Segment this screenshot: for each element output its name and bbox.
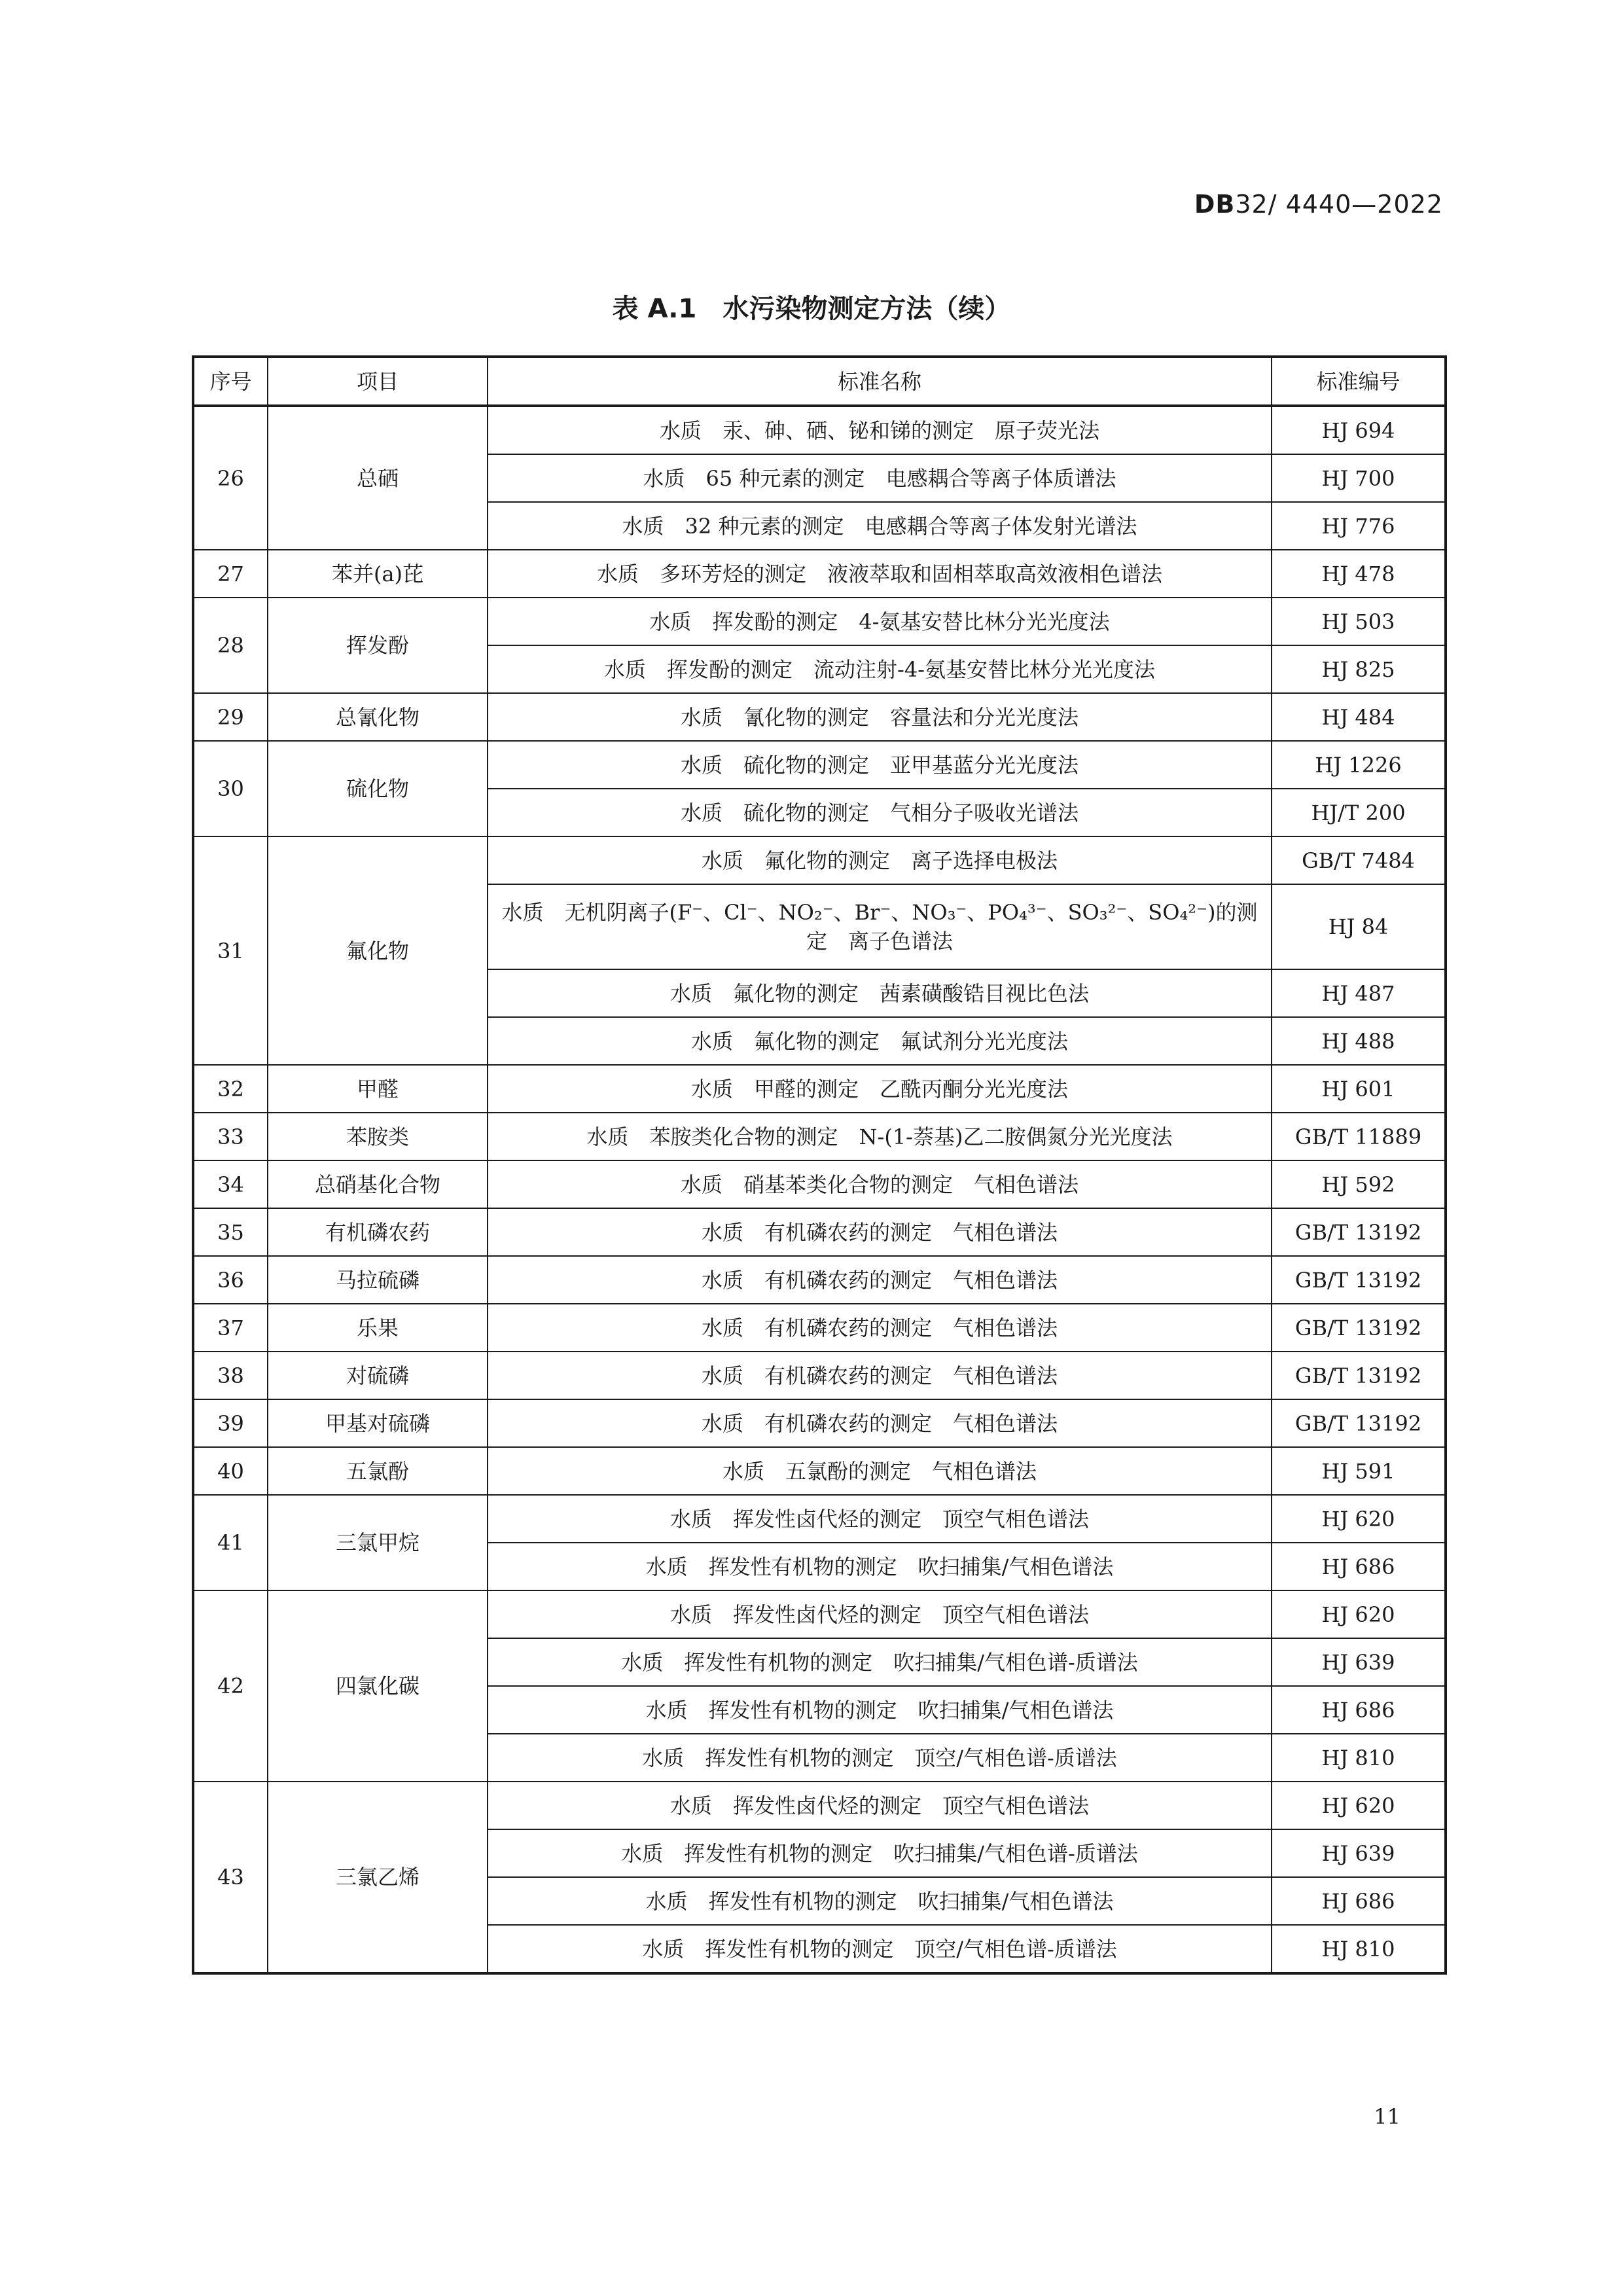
standard-code: HJ 84 (1272, 884, 1446, 969)
standard-code: GB/T 13192 (1272, 1208, 1446, 1256)
standard-name: 水质 硝基苯类化合物的测定 气相色谱法 (488, 1160, 1272, 1208)
item-name: 四氯化碳 (268, 1590, 488, 1782)
table-title: 表 A.1 水污染物测定方法（续） (612, 294, 1011, 324)
item-name: 甲醛 (268, 1065, 488, 1113)
item-name: 氟化物 (268, 836, 488, 1065)
row-number: 41 (193, 1495, 268, 1590)
standard-code: GB/T 13192 (1272, 1399, 1446, 1447)
table-row (193, 1065, 1446, 1113)
standard-name: 水质 挥发性有机物的测定 吹扫捕集/气相色谱-质谱法 (488, 1638, 1272, 1686)
standard-code: GB/T 13192 (1272, 1304, 1446, 1352)
table-row (193, 1352, 1446, 1399)
item-name: 三氯乙烯 (268, 1782, 488, 1973)
standard-name: 水质 五氯酚的测定 气相色谱法 (488, 1447, 1272, 1495)
item-name: 三氯甲烷 (268, 1495, 488, 1590)
table-row (193, 693, 1446, 741)
table-row (193, 1113, 1446, 1160)
table-row (193, 1447, 1446, 1495)
standard-name: 水质 有机磷农药的测定 气相色谱法 (488, 1399, 1272, 1447)
standard-name: 水质 有机磷农药的测定 气相色谱法 (488, 1352, 1272, 1399)
row-number: 43 (193, 1782, 268, 1973)
standard-code: HJ 810 (1272, 1925, 1446, 1973)
standard-name: 水质 挥发性卤代烃的测定 顶空气相色谱法 (488, 1782, 1272, 1829)
item-name: 五氯酚 (268, 1447, 488, 1495)
column-header-standard-name: 标准名称 (488, 357, 1272, 406)
item-name: 苯胺类 (268, 1113, 488, 1160)
row-number: 40 (193, 1447, 268, 1495)
standard-name: 水质 氰化物的测定 容量法和分光光度法 (488, 693, 1272, 741)
standard-code: HJ 488 (1272, 1017, 1446, 1065)
table-row (193, 1208, 1446, 1256)
row-number: 35 (193, 1208, 268, 1256)
column-header-item: 项目 (268, 357, 488, 406)
document-number (1194, 190, 1443, 219)
standard-name: 水质 挥发性有机物的测定 吹扫捕集/气相色谱法 (488, 1877, 1272, 1925)
standard-code: GB/T 13192 (1272, 1256, 1446, 1304)
standard-code: HJ 700 (1272, 454, 1446, 502)
row-number: 30 (193, 741, 268, 836)
standard-name: 水质 氟化物的测定 离子选择电极法 (488, 836, 1272, 884)
standard-code: HJ 825 (1272, 645, 1446, 693)
row-number: 28 (193, 598, 268, 693)
standard-code: HJ 776 (1272, 502, 1446, 550)
item-name: 总硒 (268, 406, 488, 550)
standard-name: 水质 氟化物的测定 茜素磺酸锆目视比色法 (488, 969, 1272, 1017)
standard-code: HJ 686 (1272, 1543, 1446, 1590)
standard-name: 水质 有机磷农药的测定 气相色谱法 (488, 1256, 1272, 1304)
standard-code: HJ 478 (1272, 550, 1446, 598)
row-number: 39 (193, 1399, 268, 1447)
standard-name: 水质 硫化物的测定 气相分子吸收光谱法 (488, 789, 1272, 836)
standard-name: 水质 无机阴离子(F⁻、Cl⁻、NO₂⁻、Br⁻、NO₃⁻、PO₄³⁻、SO₃²⁻、SO₄²⁻)的测定 离子色谱法 (488, 884, 1272, 969)
row-number: 29 (193, 693, 268, 741)
standard-code: HJ 694 (1272, 406, 1446, 454)
row-number: 36 (193, 1256, 268, 1304)
standard-code: HJ 639 (1272, 1829, 1446, 1877)
standard-name: 水质 挥发性有机物的测定 吹扫捕集/气相色谱法 (488, 1686, 1272, 1734)
item-name: 有机磷农药 (268, 1208, 488, 1256)
table-header-row (193, 357, 1446, 406)
standard-code: HJ 592 (1272, 1160, 1446, 1208)
standard-name: 水质 氟化物的测定 氟试剂分光光度法 (488, 1017, 1272, 1065)
standard-code: GB/T 13192 (1272, 1352, 1446, 1399)
standard-name: 水质 硫化物的测定 亚甲基蓝分光光度法 (488, 741, 1272, 789)
standard-code: HJ 686 (1272, 1877, 1446, 1925)
row-number: 38 (193, 1352, 268, 1399)
standard-name: 水质 挥发性有机物的测定 顶空/气相色谱-质谱法 (488, 1734, 1272, 1782)
standard-code: HJ 1226 (1272, 741, 1446, 789)
item-name: 乐果 (268, 1304, 488, 1352)
item-name: 对硫磷 (268, 1352, 488, 1399)
standard-name: 水质 挥发性卤代烃的测定 顶空气相色谱法 (488, 1590, 1272, 1638)
table-row (193, 836, 1446, 884)
item-name: 总氰化物 (268, 693, 488, 741)
table-row (193, 1782, 1446, 1829)
row-number: 42 (193, 1590, 268, 1782)
item-name: 总硝基化合物 (268, 1160, 488, 1208)
table-row (193, 598, 1446, 645)
table-row (193, 550, 1446, 598)
table-row (193, 1160, 1446, 1208)
standard-code: HJ 810 (1272, 1734, 1446, 1782)
standard-name: 水质 65 种元素的测定 电感耦合等离子体质谱法 (488, 454, 1272, 502)
table-row (193, 1399, 1446, 1447)
table-row (193, 1495, 1446, 1543)
standard-name: 水质 多环芳烃的测定 液液萃取和固相萃取高效液相色谱法 (488, 550, 1272, 598)
item-name: 挥发酚 (268, 598, 488, 693)
standard-name: 水质 挥发酚的测定 4-氨基安替比林分光光度法 (488, 598, 1272, 645)
standard-name: 水质 挥发性有机物的测定 吹扫捕集/气相色谱-质谱法 (488, 1829, 1272, 1877)
standard-code: HJ 503 (1272, 598, 1446, 645)
standard-name: 水质 32 种元素的测定 电感耦合等离子体发射光谱法 (488, 502, 1272, 550)
standard-name: 水质 甲醛的测定 乙酰丙酮分光光度法 (488, 1065, 1272, 1113)
standard-code: HJ 620 (1272, 1590, 1446, 1638)
row-number: 32 (193, 1065, 268, 1113)
standard-name: 水质 汞、砷、硒、铋和锑的测定 原子荧光法 (488, 406, 1272, 454)
standard-name: 水质 挥发性有机物的测定 顶空/气相色谱-质谱法 (488, 1925, 1272, 1973)
standard-code: HJ 591 (1272, 1447, 1446, 1495)
column-header-no: 序号 (193, 357, 268, 406)
table-row (193, 406, 1446, 454)
table-row (193, 1304, 1446, 1352)
standard-code: HJ 639 (1272, 1638, 1446, 1686)
row-number: 27 (193, 550, 268, 598)
table-row (193, 1590, 1446, 1638)
standard-name: 水质 有机磷农药的测定 气相色谱法 (488, 1208, 1272, 1256)
table-row (193, 741, 1446, 789)
item-name: 马拉硫磷 (268, 1256, 488, 1304)
standard-name: 水质 有机磷农药的测定 气相色谱法 (488, 1304, 1272, 1352)
standard-code: HJ 620 (1272, 1782, 1446, 1829)
standard-name: 水质 苯胺类化合物的测定 N-(1-萘基)乙二胺偶氮分光光度法 (488, 1113, 1272, 1160)
row-number: 31 (193, 836, 268, 1065)
row-number: 33 (193, 1113, 268, 1160)
row-number: 34 (193, 1160, 268, 1208)
document-number-value: 32/ 4440—2022 (1235, 190, 1443, 219)
standard-code: HJ 487 (1272, 969, 1446, 1017)
row-number: 26 (193, 406, 268, 550)
standard-code: HJ 686 (1272, 1686, 1446, 1734)
item-name: 苯并(a)芘 (268, 550, 488, 598)
standard-name: 水质 挥发性有机物的测定 吹扫捕集/气相色谱法 (488, 1543, 1272, 1590)
methods-table (192, 355, 1447, 1975)
standard-name: 水质 挥发性卤代烃的测定 顶空气相色谱法 (488, 1495, 1272, 1543)
standard-name: 水质 挥发酚的测定 流动注射-4-氨基安替比林分光光度法 (488, 645, 1272, 693)
item-name: 甲基对硫磷 (268, 1399, 488, 1447)
column-header-standard-code: 标准编号 (1272, 357, 1446, 406)
row-number: 37 (193, 1304, 268, 1352)
standard-code: HJ 601 (1272, 1065, 1446, 1113)
standard-code: GB/T 7484 (1272, 836, 1446, 884)
document-number-prefix: DB (1194, 190, 1236, 219)
standard-code: HJ 620 (1272, 1495, 1446, 1543)
standard-code: HJ 484 (1272, 693, 1446, 741)
page-number: 11 (1374, 2104, 1400, 2129)
standard-code: HJ/T 200 (1272, 789, 1446, 836)
item-name: 硫化物 (268, 741, 488, 836)
table-row (193, 1256, 1446, 1304)
standard-code: GB/T 11889 (1272, 1113, 1446, 1160)
